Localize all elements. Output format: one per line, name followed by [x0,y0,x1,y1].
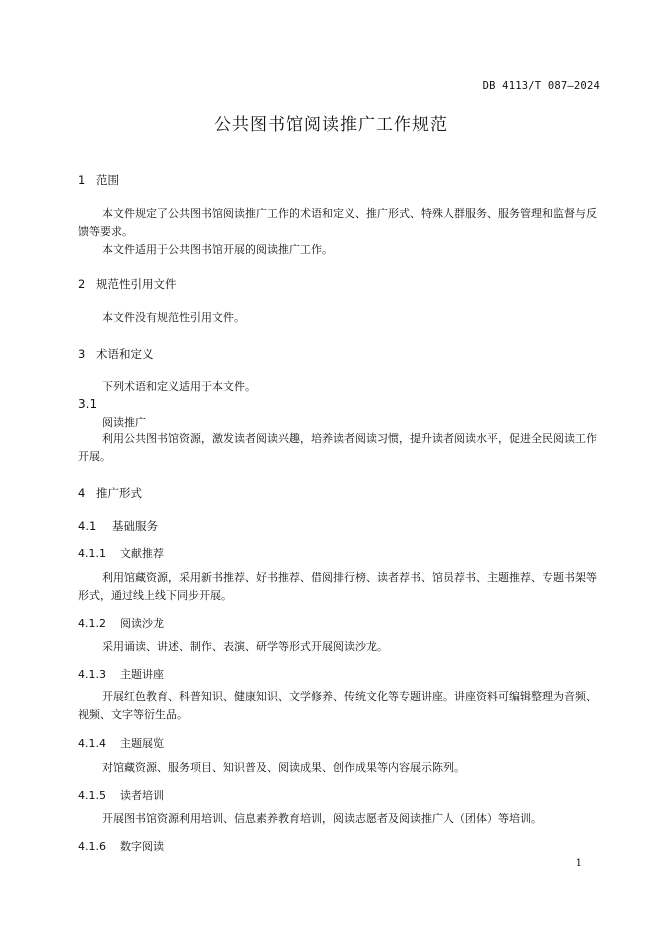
section-4-1-1-heading [78,545,164,561]
section-4-1-6-heading [78,838,164,854]
section-1-heading [78,172,119,188]
section-3-paragraph-1: 下列术语和定义适用于本文件。 [102,380,256,393]
subsection-title: 基础服务 [112,519,158,533]
section-number: 1 [78,173,86,187]
section-4-1-4-heading [78,735,164,751]
section-title: 规范性引用文件 [96,277,177,291]
section-4-1-3-heading [78,666,164,682]
clause-number: 4.1.1 [78,547,106,560]
clause-number: 4.1.4 [78,737,106,750]
section-title: 术语和定义 [96,347,154,361]
clause-title: 文献推荐 [120,547,164,560]
page-number: 1 [575,858,582,869]
section-4-1-2-heading [78,615,164,631]
section-2-heading [78,276,177,292]
section-4-1-1-paragraph: 利用馆藏资源，采用新书推荐、好书推荐、借阅排行榜、读者荐书、馆员荐书、主题推荐、专题书架等形式，通过线上线下同步开展。 [78,571,597,602]
subsection-number: 4.1 [78,519,97,533]
clause-title: 数字阅读 [120,840,164,853]
section-number: 3 [78,347,86,361]
section-4-1-4-paragraph: 对馆藏资源、服务项目、知识普及、阅读成果、创作成果等内容展示陈列。 [102,761,465,774]
document-title: 公共图书馆阅读推广工作规范 [214,115,448,135]
section-4-1-2-paragraph: 采用诵读、讲述、制作、表演、研学等形式开展阅读沙龙。 [102,640,388,653]
clause-title: 读者培训 [120,789,164,802]
section-4-1-3-paragraph: 开展红色教育、科普知识、健康知识、文学修养、传统文化等专题讲座。讲座资料可编辑整理为音频、视频、文字等衍生品。 [78,690,597,721]
section-2-paragraph-1: 本文件没有规范性引用文件。 [102,311,245,324]
section-4-1-5-paragraph: 开展图书馆资源利用培训、信息素养教育培训，阅读志愿者及阅读推广人（团体）等培训。 [102,812,542,825]
clause-number: 4.1.6 [78,840,106,853]
clause-number: 4.1.3 [78,668,106,681]
document-code: DB 4113/T 087—2024 [482,80,600,92]
clause-title: 主题讲座 [120,668,164,681]
section-number: 4 [78,486,86,500]
term-number: 3.1 [78,397,98,411]
term-name: 阅读推广 [102,416,146,429]
section-4-1-heading [78,518,158,534]
section-title: 推广形式 [96,486,142,500]
section-4-1-5-heading [78,787,164,803]
section-1-paragraph-2: 本文件适用于公共图书馆开展的阅读推广工作。 [102,243,333,256]
clause-title: 阅读沙龙 [120,617,164,630]
section-4-heading [78,485,142,501]
clause-number: 4.1.5 [78,789,106,802]
section-3-heading [78,346,154,362]
clause-number: 4.1.2 [78,617,106,630]
section-number: 2 [78,277,86,291]
section-title: 范围 [96,173,119,187]
section-1-paragraph-1: 本文件规定了公共图书馆阅读推广工作的术语和定义、推广形式、特殊人群服务、服务管理和监督与反馈等要求。 [78,207,597,238]
clause-title: 主题展览 [120,737,164,750]
term-definition: 利用公共图书馆资源，激发读者阅读兴趣，培养读者阅读习惯，提升读者阅读水平，促进全民阅读工作开展。 [78,432,597,463]
